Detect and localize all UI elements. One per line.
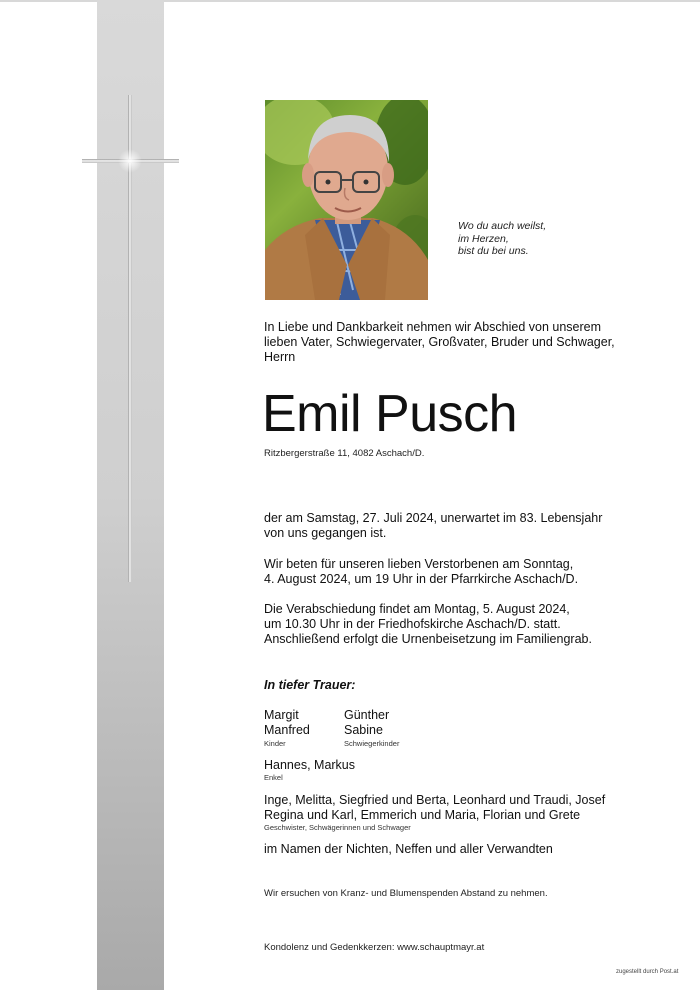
farewell-line: um 10.30 Uhr in der Friedhofskirche Aschach/D. statt. bbox=[264, 617, 561, 631]
cross-icon-glow bbox=[118, 149, 142, 173]
death-line: der am Samstag, 27. Juli 2024, unerwartet im 83. Lebensjahr bbox=[264, 511, 603, 525]
grandchildren-relation: Enkel bbox=[264, 773, 283, 782]
siblings-line: Regina und Karl, Emmerich und Maria, Florian und Grete bbox=[264, 808, 581, 822]
portrait-photo bbox=[265, 100, 428, 300]
grandchildren-names: Hannes, Markus bbox=[264, 758, 356, 772]
child-name: Margit bbox=[264, 708, 299, 722]
address: Ritzbergerstraße 11, 4082 Aschach/D. bbox=[264, 448, 425, 459]
flower-request: Wir ersuchen von Kranz- und Blumenspenden Abstand zu nehmen. bbox=[264, 888, 548, 899]
child-in-law-name: Sabine bbox=[344, 723, 383, 737]
death-notice bbox=[264, 511, 644, 541]
prayer-line: 4. August 2024, um 19 Uhr in der Pfarrkirche Aschach/D. bbox=[264, 572, 579, 586]
farewell-line: Die Verabschiedung findet am Montag, 5. August 2024, bbox=[264, 602, 570, 616]
children-names bbox=[264, 708, 310, 738]
child-name: Manfred bbox=[264, 723, 310, 737]
prayer-line: Wir beten für unseren lieben Verstorbenen am Sonntag, bbox=[264, 557, 574, 571]
deceased-name: Emil Pusch bbox=[262, 385, 518, 443]
quote-line: im Herzen, bbox=[458, 232, 509, 245]
prayer-notice bbox=[264, 557, 644, 587]
siblings-names bbox=[264, 793, 664, 823]
children-relation: Kinder bbox=[264, 739, 286, 748]
condolence-link: Kondolenz und Gedenkkerzen: www.schauptmayr.at bbox=[264, 942, 485, 953]
child-in-law-name: Günther bbox=[344, 708, 390, 722]
children-in-law-relation: Schwiegerkinder bbox=[344, 739, 400, 748]
mourning-heading: In tiefer Trauer: bbox=[264, 678, 356, 692]
quote-line: Wo du auch weilst, bbox=[458, 220, 547, 232]
farewell-line: Anschließend erfolgt die Urnenbeisetzung im Familiengrab. bbox=[264, 632, 592, 646]
relatives-line: im Namen der Nichten, Neffen und aller Verwandten bbox=[264, 842, 553, 856]
death-line: von uns gegangen ist. bbox=[264, 526, 387, 540]
memorial-quote bbox=[458, 220, 546, 258]
siblings-line: Inge, Melitta, Siegfried und Berta, Leonhard und Traudi, Josef bbox=[264, 793, 606, 807]
farewell-notice bbox=[264, 602, 644, 647]
intro-text: In Liebe und Dankbarkeit nehmen wir Abschied von unserem lieben Vater, Schwiegervater, Großvater, Bruder und Schwager, Herrn bbox=[264, 320, 615, 364]
children-in-law-names bbox=[344, 708, 389, 738]
delivery-footer: zugestellt durch Post.at bbox=[616, 969, 679, 975]
siblings-relation: Geschwister, Schwägerinnen und Schwager bbox=[264, 823, 411, 832]
quote-line: bist du bei uns. bbox=[458, 245, 529, 257]
portrait-illustration bbox=[265, 100, 428, 300]
